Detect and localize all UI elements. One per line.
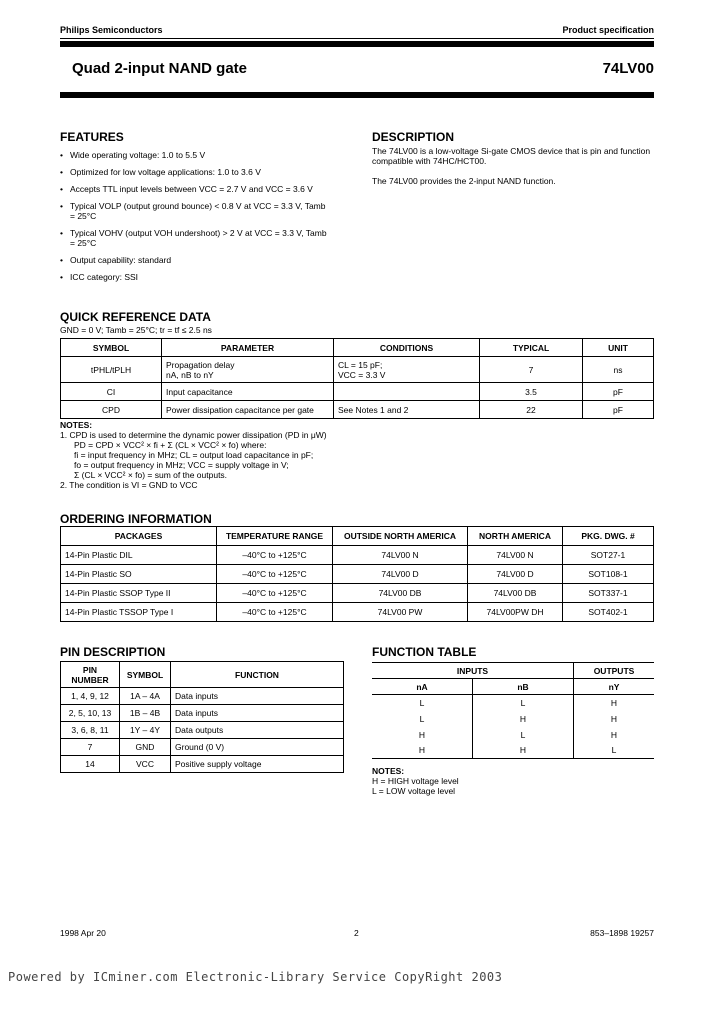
cell-pkg-dwg: SOT27-1 [563, 546, 654, 565]
cell-pkg-dwg: SOT402-1 [563, 603, 654, 622]
table-header-row [61, 662, 344, 688]
table-row [372, 711, 654, 727]
table-row [61, 705, 344, 722]
cell-pkg-dwg: SOT337-1 [563, 584, 654, 603]
table-row [61, 722, 344, 739]
cell-output-y: H [574, 727, 655, 743]
cell-input-b: H [473, 711, 574, 727]
cell-input-a: H [372, 727, 473, 743]
cell-typical: 22 [480, 401, 583, 419]
cell-package: 14-Pin Plastic SSOP Type II [61, 584, 217, 603]
company-name: Philips Semiconductors [60, 25, 163, 35]
table-row [372, 727, 654, 743]
cell-parameter: Input capacitance [162, 383, 334, 401]
header-thin-rule [60, 38, 654, 39]
table-row [61, 739, 344, 756]
conditions-line: VCC = 3.3 V [338, 369, 386, 380]
cell-input-a: L [372, 695, 473, 711]
cell-unit: pF [583, 383, 654, 401]
parameter-line: nA, nB to nY [166, 369, 214, 380]
cell-conditions [334, 383, 480, 401]
cell-pin-number: 14 [61, 756, 120, 773]
cell-pin-symbol: VCC [120, 756, 171, 773]
note-line: PD = CPD × VCC² × fi + Σ (CL × VCC² × fo) where: [74, 440, 267, 450]
column-header: PACKAGES [61, 527, 217, 546]
table-group-header-row [372, 663, 654, 679]
cell-outside-na: 74LV00 D [333, 565, 468, 584]
cell-unit: ns [583, 357, 654, 383]
cell-output-y: H [574, 695, 655, 711]
cell-temperature: –40°C to +125°C [217, 603, 333, 622]
table-row [61, 688, 344, 705]
cell-pin-number: 3, 6, 8, 11 [61, 722, 120, 739]
quick-ref-notes [60, 420, 460, 490]
cell-north-america: 74LV00 DB [468, 584, 563, 603]
cell-temperature: –40°C to +125°C [217, 584, 333, 603]
feature-item: • Typical VOHV (output VOH undershoot) > 2 V at VCC = 3.3 V, Tamb = 25°C [60, 228, 330, 248]
ordering-table [60, 526, 654, 622]
function-table [372, 662, 654, 759]
cell-temperature: –40°C to +125°C [217, 565, 333, 584]
cell-pin-symbol: 1B – 4B [120, 705, 171, 722]
part-number: 74LV00 [602, 60, 654, 77]
column-header: TYPICAL [480, 339, 583, 357]
note-line: fi = input frequency in MHz; CL = output load capacitance in pF; [74, 450, 314, 460]
inputs-group-header: INPUTS [372, 663, 574, 679]
table-row [61, 383, 654, 401]
cell-pin-number: 1, 4, 9, 12 [61, 688, 120, 705]
cell-conditions: See Notes 1 and 2 [334, 401, 480, 419]
cell-pin-symbol: 1Y – 4Y [120, 722, 171, 739]
cell-parameter: Power dissipation capacitance per gate [162, 401, 334, 419]
description-para-1: The 74LV00 is a low-voltage Si-gate CMOS device that is pin and function compatible with 74HC/HCT00. [372, 146, 651, 166]
feature-item: • Optimized for low voltage applications: 1.0 to 3.6 V [60, 167, 360, 177]
cell-outside-na: 74LV00 PW [333, 603, 468, 622]
ordering-heading: ORDERING INFORMATION [60, 512, 212, 526]
table-row [61, 584, 654, 603]
cell-output-y: H [574, 711, 655, 727]
doc-type: Product specification [562, 25, 654, 35]
column-header: OUTSIDE NORTH AMERICA [333, 527, 468, 546]
cell-north-america: 74LV00PW DH [468, 603, 563, 622]
pin-description-table [60, 661, 344, 773]
note-line: H = HIGH voltage level [372, 776, 459, 786]
quick-ref-heading: QUICK REFERENCE DATA [60, 310, 211, 324]
feature-item: • Typical VOLP (output ground bounce) < 0.8 V at VCC = 3.3 V, Tamb = 25°C [60, 201, 330, 221]
column-header: PARAMETER [162, 339, 334, 357]
cell-north-america: 74LV00 D [468, 565, 563, 584]
note-line: Σ (CL × VCC² × fo) = sum of the outputs. [74, 470, 228, 480]
cell-symbol: CPD [61, 401, 162, 419]
cell-pin-number: 7 [61, 739, 120, 756]
function-table-notes [372, 766, 459, 796]
table-row [61, 603, 654, 622]
cell-package: 14-Pin Plastic DIL [61, 546, 217, 565]
feature-item: • Accepts TTL input levels between VCC = 2.7 V and VCC = 3.6 V [60, 184, 360, 194]
column-header: PKG. DWG. # [563, 527, 654, 546]
table-row [61, 357, 654, 383]
document-title: Quad 2-input NAND gate [72, 60, 247, 77]
column-header: UNIT [583, 339, 654, 357]
notes-title: NOTES: [60, 420, 93, 430]
cell-symbol: CI [61, 383, 162, 401]
cell-north-america: 74LV00 N [468, 546, 563, 565]
feature-item: • Wide operating voltage: 1.0 to 5.5 V [60, 150, 360, 160]
cell-pin-number: 2, 5, 10, 13 [61, 705, 120, 722]
table-row [61, 546, 654, 565]
quick-ref-conditions: GND = 0 V; Tamb = 25°C; tr = tf ≤ 2.5 ns [60, 325, 212, 335]
cell-package: 14-Pin Plastic SO [61, 565, 217, 584]
table-header-row [61, 527, 654, 546]
note-line: 1. CPD is used to determine the dynamic power dissipation (PD in μW) [60, 430, 327, 440]
parameter-line: Propagation delay [166, 359, 235, 370]
column-header: nA [372, 679, 473, 695]
cell-input-b: H [473, 743, 574, 759]
cell-package: 14-Pin Plastic TSSOP Type I [61, 603, 217, 622]
cell-pin-function: Data outputs [171, 722, 344, 739]
table-header-row [61, 339, 654, 357]
footer-page-number: 2 [354, 928, 359, 938]
table-row [61, 756, 344, 773]
feature-item: • ICC category: SSI [60, 272, 360, 282]
note-line: L = LOW voltage level [372, 786, 456, 796]
footer-code: 853–1898 19257 [590, 928, 654, 938]
cell-pin-function: Ground (0 V) [171, 739, 344, 756]
features-heading: FEATURES [60, 130, 124, 144]
table-row [61, 565, 654, 584]
cell-pkg-dwg: SOT108-1 [563, 565, 654, 584]
notes-title: NOTES: [372, 766, 405, 776]
function-table-heading: FUNCTION TABLE [372, 645, 477, 659]
cell-symbol: tPHL/tPLH [61, 357, 162, 383]
column-header: nB [473, 679, 574, 695]
cell-parameter [162, 357, 334, 383]
cell-input-b: L [473, 727, 574, 743]
cell-pin-function: Data inputs [171, 705, 344, 722]
cell-input-b: L [473, 695, 574, 711]
cell-pin-function: Data inputs [171, 688, 344, 705]
features-list [60, 150, 360, 289]
table-header-row [372, 679, 654, 695]
column-header: FUNCTION [171, 662, 344, 688]
cell-pin-function: Positive supply voltage [171, 756, 344, 773]
cell-pin-symbol: 1A – 4A [120, 688, 171, 705]
cell-outside-na: 74LV00 N [333, 546, 468, 565]
cell-outside-na: 74LV00 DB [333, 584, 468, 603]
column-header: SYMBOL [120, 662, 171, 688]
table-row [372, 695, 654, 711]
cell-input-a: L [372, 711, 473, 727]
cell-input-a: H [372, 743, 473, 759]
table-row [372, 743, 654, 759]
cell-typical: 3.5 [480, 383, 583, 401]
outputs-group-header: OUTPUTS [574, 663, 655, 679]
feature-item: • Output capability: standard [60, 255, 360, 265]
cell-output-y: L [574, 743, 655, 759]
description-para-2: The 74LV00 provides the 2-input NAND function. [372, 176, 556, 186]
column-header: PIN NUMBER [61, 662, 120, 688]
column-header: SYMBOL [61, 339, 162, 357]
conditions-line: CL = 15 pF; [338, 359, 383, 370]
cell-pin-symbol: GND [120, 739, 171, 756]
footer-date: 1998 Apr 20 [60, 928, 106, 938]
cell-conditions [334, 357, 480, 383]
pin-description-heading: PIN DESCRIPTION [60, 645, 166, 659]
cell-typical: 7 [480, 357, 583, 383]
table-row [61, 401, 654, 419]
quick-ref-table [60, 338, 654, 419]
title-thick-rule [60, 92, 654, 98]
watermark-text: Powered by ICminer.com Electronic-Library Service CopyRight 2003 [8, 970, 503, 984]
header-thick-rule [60, 41, 654, 47]
column-header: TEMPERATURE RANGE [217, 527, 333, 546]
column-header: NORTH AMERICA [468, 527, 563, 546]
column-header: nY [574, 679, 655, 695]
cell-unit: pF [583, 401, 654, 419]
column-header: CONDITIONS [334, 339, 480, 357]
note-line: fo = output frequency in MHz; VCC = supply voltage in V; [74, 460, 289, 470]
note-line: 2. The condition is VI = GND to VCC [60, 480, 198, 490]
cell-temperature: –40°C to +125°C [217, 546, 333, 565]
description-heading: DESCRIPTION [372, 130, 455, 144]
